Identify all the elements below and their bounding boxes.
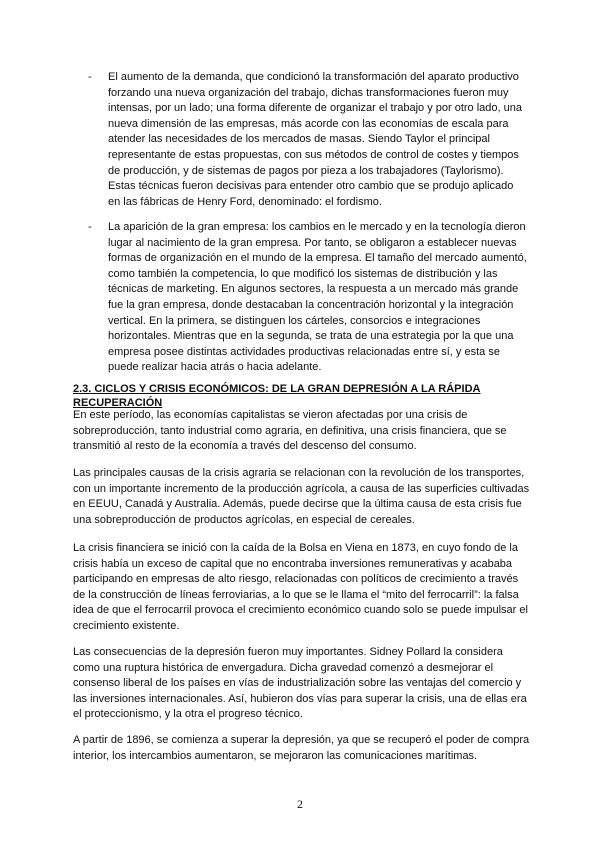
paragraph-overview: En este período, las economías capitalistas se vieron afectadas por una crisis de sobreproducción, tanto industrial como agraria, en definitiva, una crisis financiera, que se transmitió al resto de la economía a través del descenso del consumo. — [73, 409, 507, 453]
bullet-marker: - — [88, 221, 92, 233]
section-heading: 2.3. CICLOS Y CRISIS ECONÓMICOS: DE LA GRAN DEPRESIÓN A LA RÁPIDA RECUPERACIÓN — [73, 383, 481, 409]
bullet-item-large-company — [88, 220, 528, 376]
bullet-item-demand — [88, 70, 528, 210]
paragraph-agrarian-crisis: Las principales causas de la crisis agraria se relacionan con la revolución de los transportes, con un importante incremento de la producción agrícola, a causa de las superficies cultivadas en EEUU, Canadá y Australia. Además, puede decirse que la última causa de esta crisis fue una sobreproducción de productos agrícolas, en especial de cereales. — [73, 467, 530, 526]
paragraph-financial-crisis: La crisis financiera se inició con la caída de la Bolsa en Viena en 1873, en cuyo fondo de la crisis había un exceso de capital que no encontraba inversiones remunerativas y acababa participando en empresas de alto riesgo, relacionadas con políticos de crecimiento a través de la construcción de líneas ferroviarias, a lo que se le llama el “mito del ferrocarril”: la falsa idea de que el ferrocarril provoca el crecimiento económico cuando solo se puede impulsar el crecimiento existente. — [73, 542, 528, 632]
bullet-text: El aumento de la demanda, que condicionó la transformación del aparato productivo forzando una nueva organización del trabajo, dichas transformaciones fueron muy intensas, por un lado; una forma diferente de organizar el trabajo y por otro lado, una nueva dimensión de las empresas, más acorde con las economías de escala para atender las necesidades de los mercados de masas. Siendo Taylor el principal representante de estas propuestas, con sus métodos de control de costes y tiempos de producción, y de sistemas de pagos por pieza a los trabajadores (Taylorismo). Estas técnicas fueron decisivas para entender otro cambio que se produjo aplicado en las fábricas de Henry Ford, denominado: el fordismo. — [108, 71, 522, 208]
paragraph-recovery: A partir de 1896, se comienza a superar la depresión, ya que se recuperó el poder de compra interior, los intercambios aumentaron, se mejoraron las comunicaciones marítimas. — [73, 734, 530, 762]
paragraph-consequences: Las consecuencias de la depresión fueron muy importantes. Sidney Pollard la considera como una ruptura histórica de envergadura. Dicha gravedad comenzó a desmejorar el consenso liberal de los países en vías de industrialización sobre las ventajas del comercio y las inversiones internacionales. Así, hubieron dos vías para superar la crisis, una de ellas era el proteccionismo, y la otra el progreso técnico. — [73, 646, 527, 721]
page-number: 2 — [297, 797, 303, 811]
bullet-marker: - — [88, 71, 92, 83]
bullet-text: La aparición de la gran empresa: los cambios en le mercado y en la tecnología dieron lugar al nacimiento de la gran empresa. Por tanto, se obligaron a establecer nuevas formas de organización en el mundo de la empresa. El tamaño del mercado aumentó, como también la competencia, lo que modificó los sistemas de distribución y las técnicas de marketing. En algunos sectores, la respuesta a un mercado más grande fue la gran empresa, donde destacaban la concentración horizontal y la integración vertical. En la primera, se distinguen los cárteles, consorcios e integraciones horizontales. Mientras que en la segunda, se trata de una estrategia por la que una empresa posee distintas actividades productivas relacionadas entre sí, y esta se puede realizar hacia atrás o hacia adelante. — [108, 221, 527, 374]
